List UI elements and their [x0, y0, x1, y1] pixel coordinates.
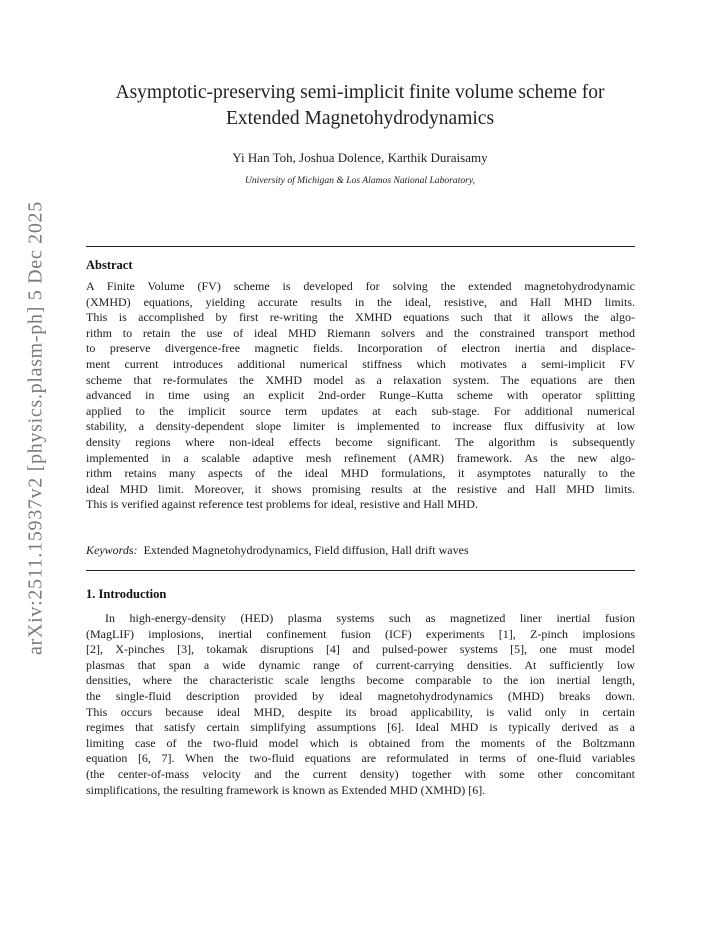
paper-title [86, 80, 634, 132]
abstract-line: This is verified against reference test problems for ideal, resistive and Hall MHD. [86, 497, 478, 512]
abstract-line: to preserve divergence-free magnetic fields. Incorporation of electron inertia and displace- [86, 341, 635, 356]
keywords [86, 543, 469, 558]
author-list: Yi Han Toh, Joshua Dolence, Karthik Duraisamy [232, 150, 488, 165]
abstract-line: A Finite Volume (FV) scheme is developed for solving the extended magnetohydrodynamic [86, 279, 635, 293]
abstract-line: ideal MHD limit. Moreover, it shows promising results at the resistive and Hall MHD limits. [86, 481, 635, 496]
title-line: Asymptotic-preserving semi-implicit finite volume scheme for [115, 82, 605, 103]
abstract-line: (XMHD) equations, yielding accurate results in the ideal, resistive, and Hall MHD limits. [86, 294, 635, 309]
abstract-line: advanced in time using an explicit 2nd-order Runge–Kutta scheme with operator splitting [86, 388, 635, 403]
introduction-body [86, 611, 635, 798]
affiliation: University of Michigan & Los Alamos National Laboratory, [244, 175, 476, 186]
abstract-line: This is accomplished by first re-writing the XMHD equations such that it allows the algo- [86, 310, 635, 325]
intro-line: In high-energy-density (HED) plasma systems such as magnetized liner inertial fusion [105, 611, 635, 625]
keywords-label: Keywords: [86, 543, 138, 557]
abstract-line: applied to the implicit source term updates at each sub-stage. For additional numerical [86, 403, 635, 418]
keywords-text: Extended Magnetohydrodynamics, Field diffusion, Hall drift waves [143, 543, 469, 557]
introduction-heading: 1. Introduction [86, 587, 167, 601]
intro-line: (the center-of-mass velocity and the current density) together with some other concomitant [86, 766, 635, 781]
abstract-line: implemented in a scalable adaptive mesh refinement (AMR) framework. As the new algo- [86, 450, 635, 465]
top-divider [86, 246, 635, 247]
abstract-line: scheme that re-formulates the XMHD model as a relaxation system. The equations are then [86, 372, 635, 387]
intro-line: (MagLIF) implosions, inertial confinement fusion (ICF) experiments [1], Z-pinch implosions [86, 626, 635, 641]
abstract-line: rithm retains many aspects of the ideal MHD formulations, it asymptotes naturally to the [86, 466, 635, 481]
arxiv-identifier: arXiv:2511.15937v2 [physics.plasm-ph] 5 Dec 2025 [24, 201, 47, 655]
intro-line: densities, where the characteristic scale lengths become comparable to the ion inertial length, [86, 673, 635, 688]
bottom-divider [86, 570, 635, 571]
intro-line: equation [6, 7]. When the two-fluid equations are reformulated in terms of one-fluid variables [86, 751, 635, 766]
abstract-body [86, 279, 635, 513]
abstract-line: stability, a density-dependent slope limiter is implemented to increase flux diffusivity at low [86, 419, 635, 434]
intro-line: plasmas that span a wide dynamic range of current-carrying densities. At sufficiently low [86, 657, 635, 672]
abstract-line: rithm to retain the use of ideal MHD Riemann solvers and the constrained transport method [86, 325, 635, 340]
abstract-heading: Abstract [86, 258, 133, 272]
title-line: Extended Magnetohydrodynamics [225, 108, 495, 129]
abstract-line: ment current introduces additional numerical stiffness which motivates a semi-implicit FV [86, 356, 635, 371]
intro-line: [2], X-pinches [3], tokamak disruptions [4] and pulsed-power systems [5], one must model [86, 642, 635, 657]
intro-line: regimes that satisfy certain simplifying assumptions [6]. Ideal MHD is typically derived as a [86, 720, 635, 735]
abstract-line: density regions where non-ideal effects become significant. The algorithm is subsequently [86, 434, 635, 449]
intro-line: This occurs because ideal MHD, despite its broad applicability, is valid only in certain [86, 704, 635, 719]
intro-line: simplifications, the resulting framework is known as Extended MHD (XMHD) [6]. [86, 782, 486, 797]
intro-line: the single-fluid description provided by ideal magnetohydrodynamics (MHD) breaks down. [86, 688, 635, 703]
intro-line: limiting case of the two-fluid model which is obtained from the moments of the Boltzmann [86, 735, 635, 750]
